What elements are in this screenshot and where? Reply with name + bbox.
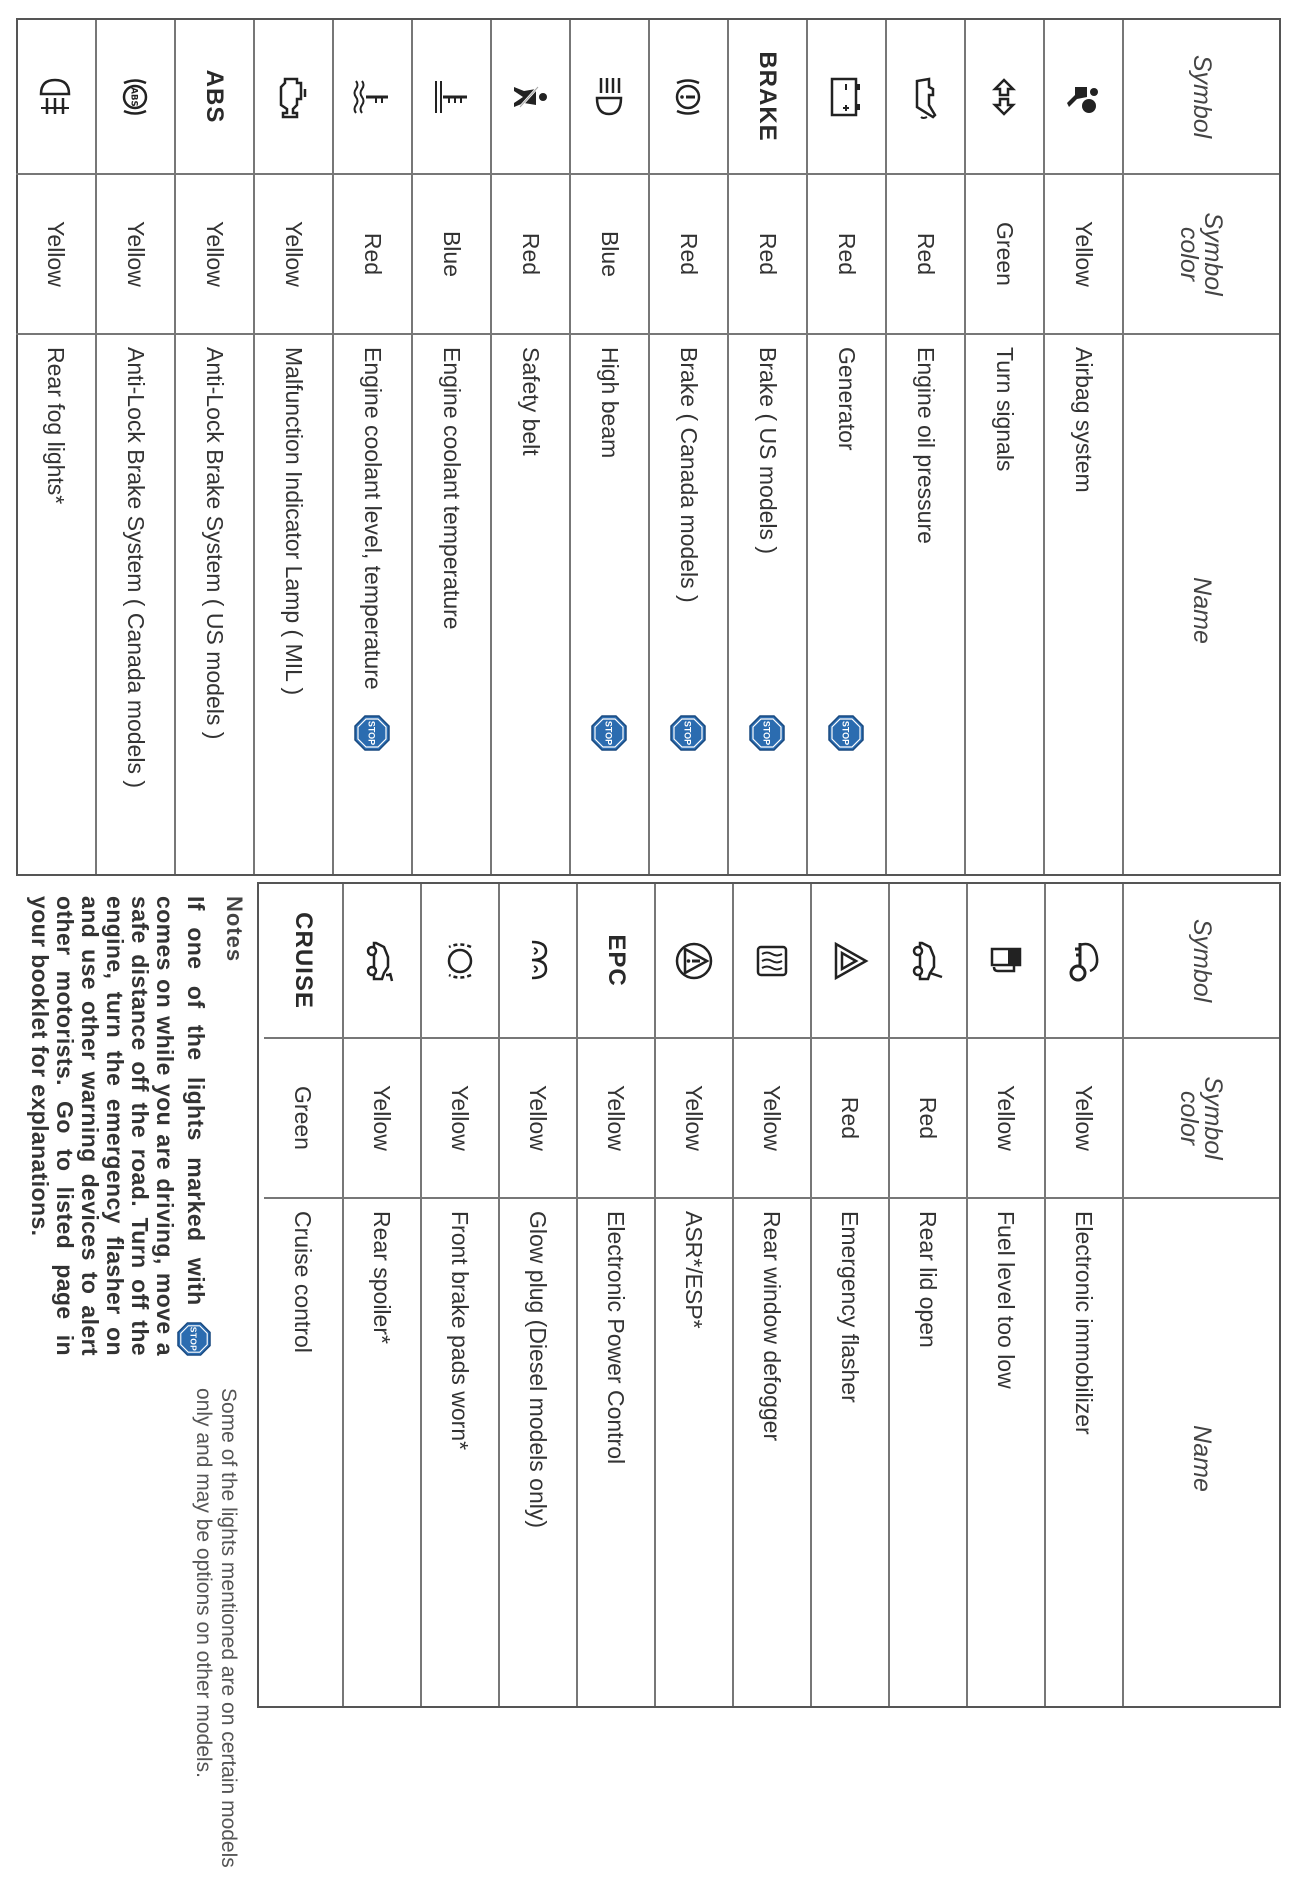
symbol-color: Blue bbox=[439, 230, 465, 278]
light-name: Engine coolant level, temperature bbox=[360, 347, 386, 690]
symbol-color: Yellow bbox=[759, 1085, 786, 1151]
stop-label: STOP bbox=[188, 1326, 199, 1352]
light-name: Generator bbox=[834, 347, 860, 451]
light-name: Brake ( Canada models ) bbox=[676, 347, 702, 603]
symbol-color: Red bbox=[915, 1096, 942, 1140]
symbol-color: Red bbox=[518, 232, 544, 276]
notes-warning-pre: If one of the lights marked with bbox=[182, 896, 209, 1306]
table-row bbox=[888, 884, 966, 1706]
thermometer-icon bbox=[432, 75, 472, 119]
abs-circle-icon bbox=[115, 76, 157, 118]
table-row bbox=[732, 884, 810, 1706]
light-name: Safety belt bbox=[518, 347, 544, 456]
table-row bbox=[95, 20, 174, 874]
epc-text-symbol: EPC bbox=[603, 934, 630, 987]
warning-lights-table-left bbox=[16, 18, 1281, 876]
symbol-color: Yellow bbox=[369, 1085, 396, 1151]
table-row bbox=[498, 884, 576, 1706]
stop-icon bbox=[355, 715, 391, 751]
light-name: Anti-Lock Brake System ( US models ) bbox=[202, 347, 228, 740]
stop-icon bbox=[592, 715, 628, 751]
stop-icon bbox=[177, 1322, 211, 1356]
rear-spoiler-icon bbox=[362, 937, 402, 985]
symbol-color: Yellow bbox=[603, 1085, 630, 1151]
table-row bbox=[342, 884, 420, 1706]
table-row bbox=[411, 20, 490, 874]
notes-warning-post: comes on while you are driving, move a safe distance off the road. Turn off the engine, turn the emergency flasher on and use other warning devices to alert other motorists. Go to listed page in your booklet for explanations. bbox=[27, 896, 178, 1356]
header-name: Name bbox=[1188, 1425, 1216, 1492]
symbol-color: Blue bbox=[597, 230, 623, 278]
symbol-color: Yellow bbox=[43, 221, 69, 287]
light-name: Rear lid open bbox=[915, 1211, 942, 1348]
symbol-color: Yellow bbox=[993, 1085, 1020, 1151]
light-name: ASR*/ESP* bbox=[681, 1211, 708, 1329]
stop-label: STOP bbox=[683, 720, 693, 746]
light-name: Glow plug (Diesel models only) bbox=[525, 1211, 552, 1529]
light-name: Engine oil pressure bbox=[913, 347, 939, 544]
svg-text:ABS: ABS bbox=[129, 86, 139, 107]
table-row bbox=[16, 20, 95, 874]
stop-icon bbox=[750, 715, 786, 751]
engine-icon bbox=[276, 73, 312, 121]
table-row bbox=[654, 884, 732, 1706]
symbol-color: Yellow bbox=[202, 221, 228, 287]
light-name: Electronic Power Control bbox=[603, 1211, 630, 1465]
symbol-color: Yellow bbox=[1071, 1085, 1098, 1151]
table-row bbox=[264, 884, 342, 1706]
rear-defogger-icon bbox=[752, 941, 792, 981]
table-row bbox=[174, 20, 253, 874]
symbol-color: Yellow bbox=[525, 1085, 552, 1151]
light-name: Airbag system bbox=[1071, 347, 1097, 493]
oil-can-icon bbox=[908, 73, 944, 121]
table-row bbox=[253, 20, 332, 874]
rear-fog-icon bbox=[36, 74, 76, 120]
table-row bbox=[332, 20, 411, 874]
notes-title: Notes bbox=[222, 896, 247, 963]
stop-label: STOP bbox=[604, 720, 614, 746]
stop-label: STOP bbox=[367, 720, 377, 746]
table-row bbox=[727, 20, 806, 874]
key-immobilizer-icon bbox=[1064, 937, 1104, 985]
cruise-text-symbol: CRUISE bbox=[290, 912, 317, 1009]
table-row bbox=[490, 20, 569, 874]
table-row bbox=[810, 884, 888, 1706]
light-name: Rear fog lights* bbox=[43, 347, 69, 505]
light-name: Turn signals bbox=[992, 347, 1018, 472]
airbag-icon bbox=[1064, 77, 1104, 117]
table-row bbox=[964, 20, 1043, 874]
table-row bbox=[420, 884, 498, 1706]
high-beam-icon bbox=[592, 74, 628, 120]
car-lid-open-icon bbox=[908, 937, 948, 985]
stop-label: STOP bbox=[841, 720, 851, 746]
light-name: Emergency flasher bbox=[837, 1211, 864, 1403]
brake-circle-icon bbox=[668, 76, 710, 118]
light-name: Front brake pads worn* bbox=[447, 1211, 474, 1451]
glow-plug-icon bbox=[520, 938, 556, 984]
light-name: Malfunction Indicator Lamp ( MIL ) bbox=[281, 347, 307, 696]
symbol-color: Green bbox=[992, 222, 1018, 286]
stop-icon bbox=[671, 715, 707, 751]
header-symbol: Symbol bbox=[1188, 54, 1216, 139]
stop-icon bbox=[829, 715, 865, 751]
asr-esp-icon bbox=[673, 940, 715, 982]
header-symbol-color: Symbol color bbox=[1175, 1076, 1228, 1160]
battery-icon bbox=[829, 75, 865, 119]
table-row bbox=[1043, 20, 1122, 874]
table-row bbox=[966, 884, 1044, 1706]
symbol-color: Red bbox=[755, 232, 781, 276]
table-header bbox=[1122, 20, 1279, 874]
light-name: Fuel level too low bbox=[993, 1211, 1020, 1389]
symbol-color: Red bbox=[837, 1096, 864, 1140]
fuel-pump-icon bbox=[986, 941, 1026, 981]
symbol-color: Red bbox=[360, 232, 386, 276]
symbol-color: Yellow bbox=[281, 221, 307, 287]
symbol-color: Yellow bbox=[447, 1085, 474, 1151]
symbol-color: Red bbox=[834, 232, 860, 276]
warning-lights-table-right bbox=[257, 882, 1281, 1708]
light-name: Rear spoiler* bbox=[369, 1211, 396, 1344]
brake-text-symbol: BRAKE bbox=[754, 51, 782, 142]
notes-warning bbox=[27, 896, 211, 1356]
light-name: High beam bbox=[597, 347, 623, 459]
light-name: Brake ( US models ) bbox=[755, 347, 781, 555]
notes-options: Some of the lights mentioned are on certain models only and may be options on other models. bbox=[192, 1388, 240, 1868]
table-row bbox=[806, 20, 885, 874]
symbol-color: Green bbox=[290, 1086, 317, 1150]
table-row bbox=[576, 884, 654, 1706]
table-row bbox=[1044, 884, 1122, 1706]
stop-label: STOP bbox=[762, 720, 772, 746]
header-symbol: Symbol bbox=[1188, 918, 1216, 1003]
light-name: Electronic immobilizer bbox=[1071, 1211, 1098, 1435]
table-header bbox=[1122, 884, 1279, 1706]
brake-pads-icon bbox=[439, 940, 481, 982]
symbol-color: Yellow bbox=[123, 221, 149, 287]
thermometer-wave-icon bbox=[353, 75, 393, 119]
symbol-color: Red bbox=[913, 232, 939, 276]
turn-signals-icon bbox=[985, 77, 1025, 117]
light-name: Cruise control bbox=[290, 1211, 317, 1353]
light-name: Anti-Lock Brake System ( Canada models ) bbox=[123, 347, 149, 789]
hazard-triangle-icon bbox=[830, 941, 870, 981]
seat-belt-icon bbox=[511, 77, 551, 117]
table-row bbox=[648, 20, 727, 874]
header-symbol-color: Symbol color bbox=[1175, 212, 1228, 296]
symbol-color: Red bbox=[676, 232, 702, 276]
header-name: Name bbox=[1188, 577, 1216, 644]
light-name: Rear window defogger bbox=[759, 1211, 786, 1442]
symbol-color: Yellow bbox=[681, 1085, 708, 1151]
table-row bbox=[569, 20, 648, 874]
table-row bbox=[885, 20, 964, 874]
abs-text-symbol: ABS bbox=[201, 69, 229, 124]
light-name: Engine coolant temperature bbox=[439, 347, 465, 630]
symbol-color: Yellow bbox=[1071, 221, 1097, 287]
